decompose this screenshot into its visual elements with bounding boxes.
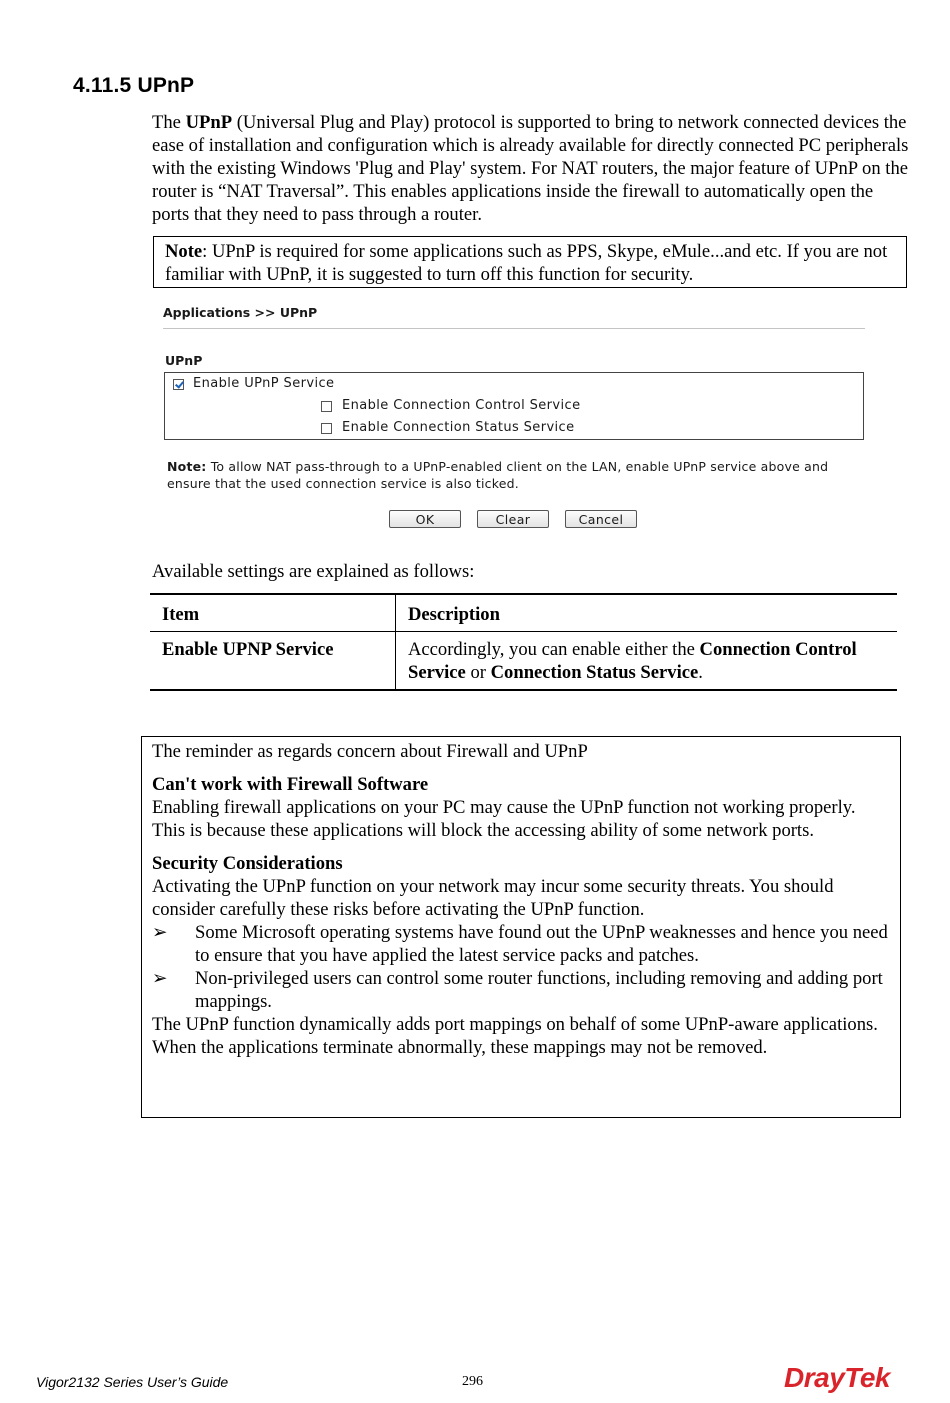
section-heading: 4.11.5 UPnP <box>73 74 195 97</box>
arrow-bullet-icon: ➢ <box>152 968 168 989</box>
desc-text-2: or <box>465 662 491 683</box>
reminder-box <box>141 736 901 1118</box>
reminder-text-mappings: The UPnP function dynamically adds port mappings on behalf of some UPnP-aware applications. When the applications terminate abnormally, these mappings may not be removed. <box>152 1014 878 1058</box>
intro-bold-upnp: UPnP <box>185 112 233 133</box>
clear-button[interactable]: Clear <box>477 510 549 528</box>
intro-paragraph <box>152 111 912 226</box>
note-text: : UPnP is required for some applications such as PPS, Skype, eMule...and etc. If you are not familiar with UPnP, it is suggested to turn off this function for security. <box>165 241 888 285</box>
list-item <box>152 967 890 1013</box>
row-description <box>396 632 898 691</box>
enable-upnp-checkbox[interactable] <box>173 379 184 390</box>
reminder-subheading-firewall: Can't work with Firewall Software <box>152 774 429 795</box>
ui-group-title: UPnP <box>165 353 203 368</box>
footer-page-number: 296 <box>462 1374 483 1389</box>
draytek-logo: DrayTek <box>784 1362 890 1393</box>
intro-pre: The <box>152 112 186 133</box>
ui-note-text: To allow NAT pass-through to a UPnP-enabled client on the LAN, enable UPnP service above and ensure that the used connection service is also ticked. <box>167 459 829 491</box>
intro-post: (Universal Plug and Play) protocol is supported to bring to network connected devices the ease of installation and configuration which is already available for directly connected PC peripherals with the existing Windows 'Plug and Play' system. For NAT routers, the major feature of UPnP on the router is “NAT Traversal”. This enables applications inside the firewall to automatically open the ports that they need to pass through a router. <box>152 112 909 225</box>
bullet-text: Non-privileged users can control some router functions, including removing and adding port mappings. <box>195 968 883 1012</box>
desc-bold-2: Connection Status Service <box>490 662 699 683</box>
enable-connection-control-label: Enable Connection Control Service <box>342 398 581 413</box>
header-description: Description <box>396 594 898 632</box>
enable-upnp-label: Enable UPnP Service <box>193 376 335 391</box>
reminder-bullet-list <box>152 921 890 1013</box>
bullet-text: Some Microsoft operating systems have found out the UPnP weaknesses and hence you need to ensure that you have applied the latest service packs and patches. <box>195 922 888 966</box>
ui-divider <box>163 328 865 329</box>
settings-intro: Available settings are explained as follows: <box>152 561 475 582</box>
desc-text-3: . <box>698 662 703 683</box>
settings-table <box>150 593 897 691</box>
enable-connection-control-checkbox[interactable] <box>321 401 332 412</box>
ui-note <box>167 458 867 492</box>
reminder-title: The reminder as regards concern about Firewall and UPnP <box>152 741 588 762</box>
table-row <box>150 632 897 691</box>
reminder-text-firewall: Enabling firewall applications on your PC may cause the UPnP function not working properly. This is because these applications will block the accessing ability of some network ports. <box>152 797 856 841</box>
list-item <box>152 921 890 967</box>
footer-guide-title: Vigor2132 Series User’s Guide <box>36 1374 229 1390</box>
ui-breadcrumb: Applications >> UPnP <box>163 305 318 320</box>
header-item: Item <box>150 594 396 632</box>
ui-upnp-fieldset <box>164 372 864 440</box>
reminder-text-security: Activating the UPnP function on your network may incur some security threats. You should consider carefully these risks before activating the UPnP function. <box>152 876 834 920</box>
enable-connection-status-checkbox[interactable] <box>321 423 332 434</box>
arrow-bullet-icon: ➢ <box>152 922 168 943</box>
ui-note-label: Note: <box>167 459 207 474</box>
desc-text-1: Accordingly, you can enable either the <box>408 639 700 660</box>
note-label: Note <box>165 241 203 262</box>
ok-button[interactable]: OK <box>389 510 461 528</box>
table-header-row <box>150 594 897 632</box>
cancel-button[interactable]: Cancel <box>565 510 637 528</box>
desc-bold-1: Connection Control Service <box>408 639 857 683</box>
reminder-subheading-security: Security Considerations <box>152 853 343 874</box>
enable-connection-status-label: Enable Connection Status Service <box>342 420 575 435</box>
row-item: Enable UPNP Service <box>150 632 396 691</box>
note-box <box>153 236 907 288</box>
